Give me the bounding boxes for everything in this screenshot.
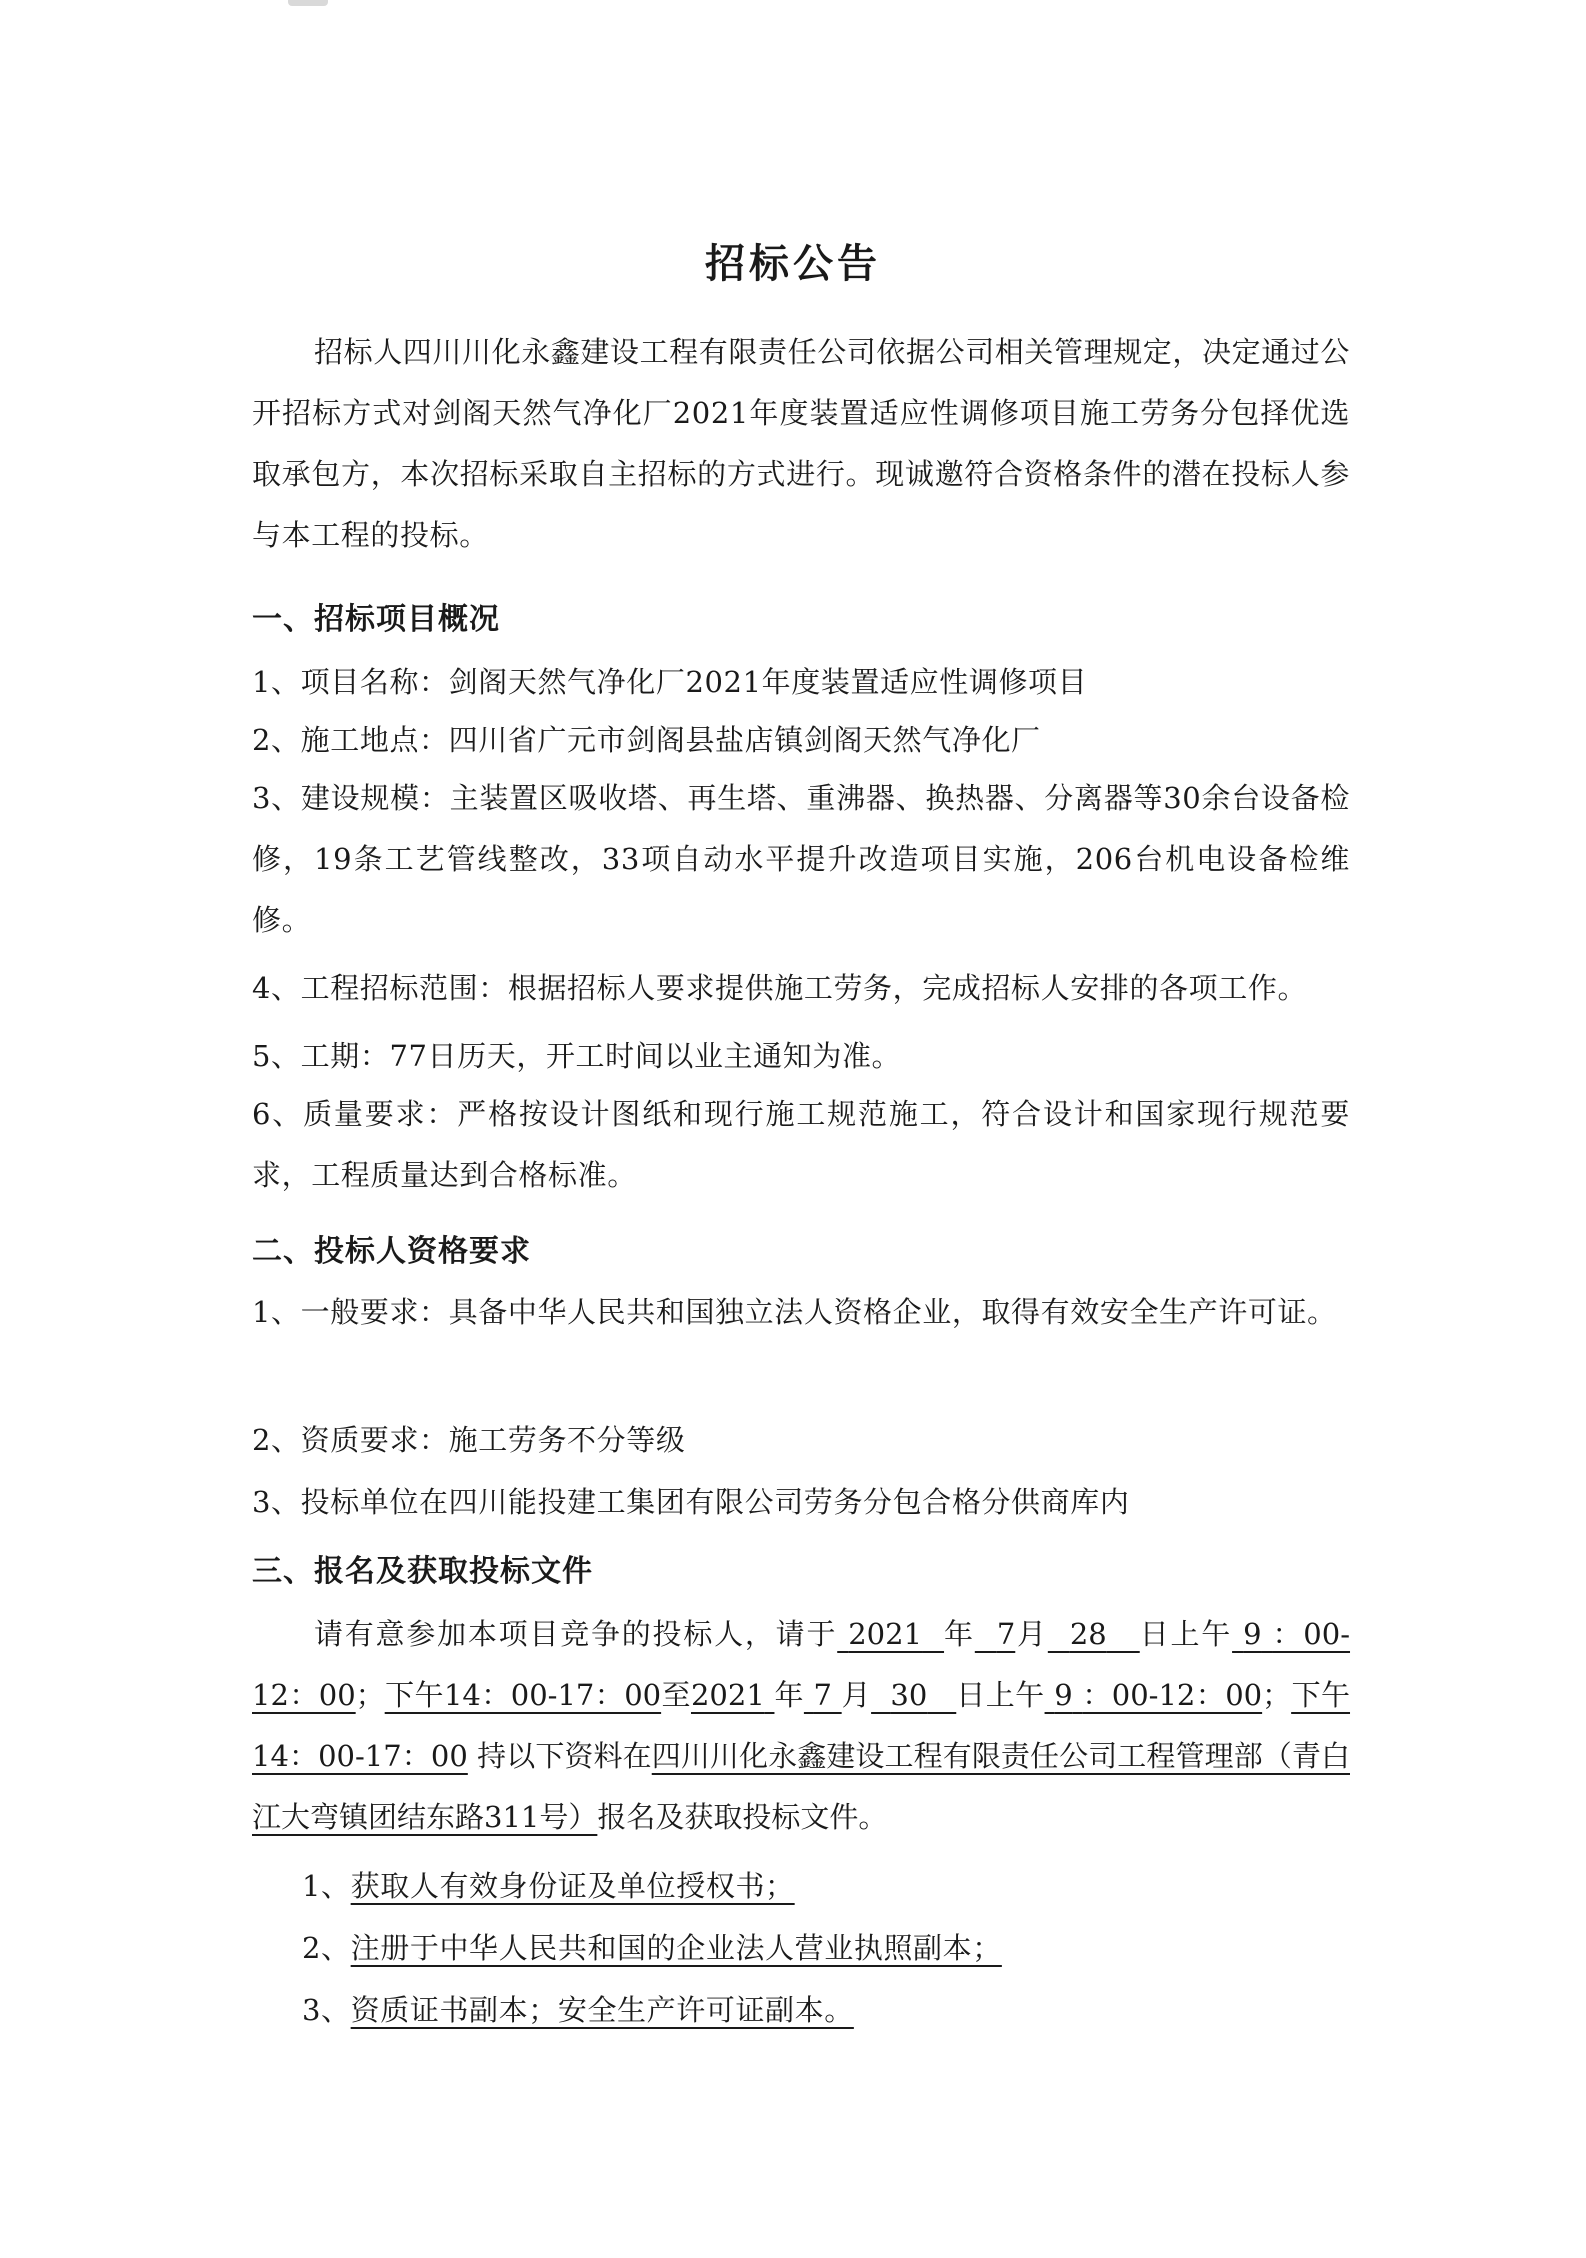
reg-suffix: 报名及获取投标文件。 — [597, 1800, 888, 1834]
month-label: 月 — [1015, 1617, 1048, 1651]
section2-heading: 二、投标人资格要求 — [252, 1234, 531, 1269]
section2-item: 3、投标单位在四川能投建工集团有限公司劳务分包合格分供商库内 — [252, 1485, 1130, 1519]
hold-label: 持以下资料在 — [477, 1739, 652, 1773]
pm-time: 下午14：00-17：00 — [384, 1678, 662, 1712]
page-title: 招标公告 — [705, 240, 881, 287]
reg-prefix: 请有意参加本项目竞争的投标人，请于 — [314, 1617, 838, 1651]
end-day: 30 — [890, 1678, 928, 1712]
section1-item: 1、项目名称：剑阁天然气净化厂2021年度装置适应性调修项目 — [252, 665, 1088, 699]
day-label: 日上午 — [956, 1678, 1045, 1712]
section1-item: 4、工程招标范围：根据招标人要求提供施工劳务，完成招标人安排的各项工作。 — [252, 971, 1308, 1005]
section2-item: 1、一般要求：具备中华人民共和国独立法人资格企业，取得有效安全生产许可证。 — [252, 1295, 1337, 1329]
year-label: 年 — [944, 1617, 975, 1651]
document-item: 3、资质证书副本；安全生产许可证副本。 — [302, 1993, 854, 2027]
start-month: 7 — [996, 1617, 1016, 1651]
end-pm-time: 下午14：00-17：00 — [252, 1678, 1351, 1773]
sep: ； — [355, 1678, 385, 1712]
section3-heading: 三、报名及获取投标文件 — [252, 1554, 593, 1589]
section2-item: 2、资质要求：施工劳务不分等级 — [252, 1423, 686, 1457]
am-start-time: 9 ：00-12：00 — [252, 1617, 1351, 1712]
sep: ； — [1262, 1678, 1292, 1712]
year-label: 年 — [774, 1678, 804, 1712]
start-day: 28 — [1069, 1617, 1107, 1651]
document-item: 2、注册于中华人民共和国的企业法人营业执照副本； — [302, 1931, 1002, 1965]
section1-heading: 一、招标项目概况 — [252, 602, 500, 637]
section1-item: 2、施工地点：四川省广元市剑阁县盐店镇剑阁天然气净化厂 — [252, 723, 1041, 757]
to-label: 至 — [661, 1678, 691, 1712]
registration-paragraph — [252, 1604, 1350, 1848]
section1-item: 5、工期：77日历天，开工时间以业主通知为准。 — [252, 1039, 902, 1073]
month-label: 月 — [841, 1678, 872, 1712]
scan-edge-mark — [288, 0, 328, 6]
registration-location: 四川川化永鑫建设工程有限责任公司工程管理部（青白江大弯镇团结东路311号） — [252, 1739, 1350, 1834]
section1-item: 6、质量要求：严格按设计图纸和现行施工规范施工，符合设计和国家现行规范要求，工程质量达到合格标准。 — [252, 1097, 1350, 1192]
start-year: 2021 — [848, 1617, 923, 1651]
end-year: 2021 — [690, 1678, 765, 1712]
section1-item: 3、建设规模：主装置区吸收塔、再生塔、重沸器、换热器、分离器等30余台设备检修，19条工艺管线整改，33项自动水平提升改造项目实施，206台机电设备检维修。 — [252, 781, 1350, 937]
intro-paragraph: 招标人四川川化永鑫建设工程有限责任公司依据公司相关管理规定，决定通过公开招标方式对剑阁天然气净化厂2021年度装置适应性调修项目施工劳务分包择优选取承包方，本次招标采取自主招标的方式进行。现诚邀符合资格条件的潜在投标人参与本工程的投标。 — [252, 335, 1351, 552]
end-month: 7 — [813, 1678, 832, 1712]
document-item: 1、获取人有效身份证及单位授权书； — [302, 1869, 795, 1903]
day-label: 日上午 — [1139, 1617, 1233, 1651]
end-am-time: 9 ：00-12：00 — [1054, 1678, 1263, 1712]
